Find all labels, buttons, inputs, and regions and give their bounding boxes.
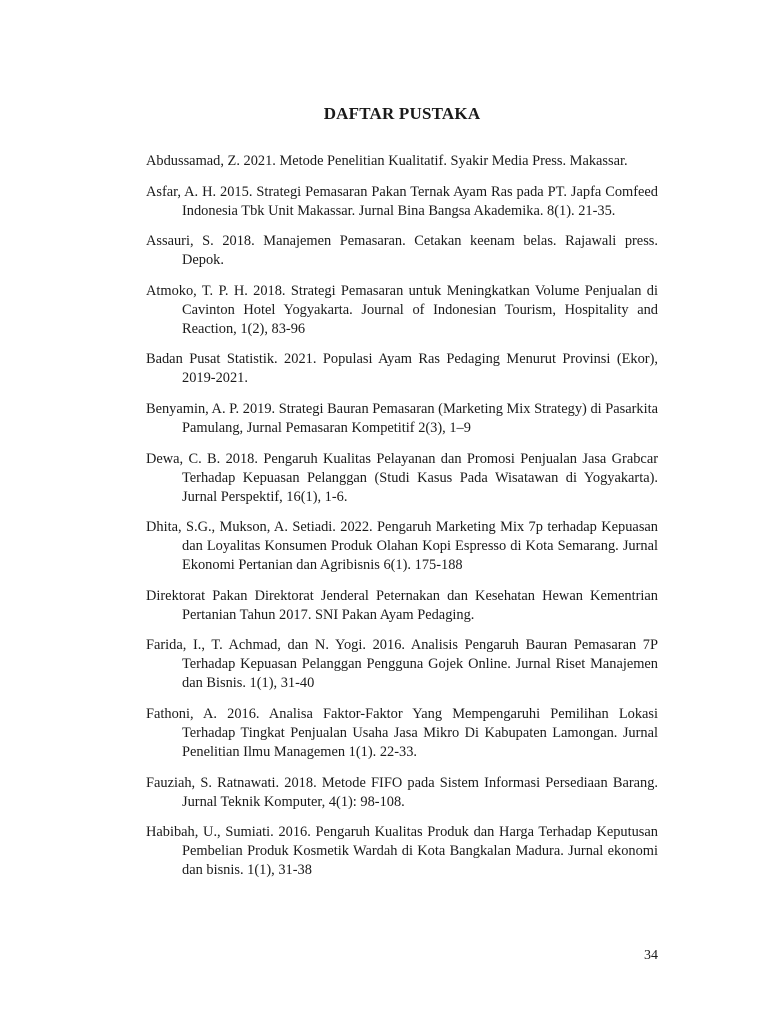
reference-list [146, 152, 658, 892]
page-number: 34 [644, 948, 658, 963]
reference-entry: Badan Pusat Statistik. 2021. Populasi Ayam Ras Pedaging Menurut Provinsi (Ekor), 2019-2021. [146, 351, 658, 387]
reference-entry: Direktorat Pakan Direktorat Jenderal Peternakan dan Kesehatan Hewan Kementrian Pertanian Tahun 2017. SNI Pakan Ayam Pedaging. [146, 587, 658, 623]
reference-entry: Asfar, A. H. 2015. Strategi Pemasaran Pakan Ternak Ayam Ras pada PT. Japfa Comfeed Indonesia Tbk Unit Makassar. Jurnal Bina Bangsa Akademika. 8(1). 21-35. [146, 183, 658, 219]
reference-entry: Assauri, S. 2018. Manajemen Pemasaran. Cetakan keenam belas. Rajawali press. Depok. [146, 233, 658, 269]
reference-entry: Abdussamad, Z. 2021. Metode Penelitian Kualitatif. Syakir Media Press. Makassar. [146, 153, 628, 169]
reference-entry: Habibah, U., Sumiati. 2016. Pengaruh Kualitas Produk dan Harga Terhadap Keputusan Pembelian Produk Kosmetik Wardah di Kota Bangkalan Madura. Jurnal ekonomi dan bisnis. 1(1), 31-38 [146, 824, 658, 879]
page-title: DAFTAR PUSTAKA [323, 104, 481, 123]
reference-entry: Fathoni, A. 2016. Analisa Faktor-Faktor Yang Mempengaruhi Pemilihan Lokasi Terhadap Tingkat Penjualan Usaha Jasa Mikro Di Kabupaten Lamongan. Jurnal Penelitian Ilmu Managemen 1(1). 22-33. [146, 705, 658, 760]
reference-entry: Farida, I., T. Achmad, dan N. Yogi. 2016. Analisis Pengaruh Bauran Pemasaran 7P Terhadap Kepuasan Pelanggan Pengguna Gojek Online. Jurnal Riset Manajemen dan Bisnis. 1(1), 31-40 [146, 637, 658, 692]
reference-entry: Benyamin, A. P. 2019. Strategi Bauran Pemasaran (Marketing Mix Strategy) di Pasarkita Pamulang, Jurnal Pemasaran Kompetitif 2(3), 1–9 [146, 400, 658, 436]
reference-entry: Dhita, S.G., Mukson, A. Setiadi. 2022. Pengaruh Marketing Mix 7p terhadap Kepuasan dan Loyalitas Konsumen Produk Olahan Kopi Espresso di Kota Semarang. Jurnal Ekonomi Pertanian dan Agribisnis 6(1). 175-188 [146, 519, 658, 574]
reference-entry: Atmoko, T. P. H. 2018. Strategi Pemasaran untuk Meningkatkan Volume Penjualan di Cavinton Hotel Yogyakarta. Journal of Indonesian Tourism, Hospitality and Reaction, 1(2), 83-96 [146, 282, 658, 337]
reference-entry: Dewa, C. B. 2018. Pengaruh Kualitas Pelayanan dan Promosi Penjualan Jasa Grabcar Terhadap Kepuasan Pelanggan (Studi Kasus Pada Wisatawan di Yogyakarta). Jurnal Perspektif, 16(1), 1-6. [146, 450, 658, 505]
reference-entry: Fauziah, S. Ratnawati. 2018. Metode FIFO pada Sistem Informasi Persediaan Barang. Jurnal Teknik Komputer, 4(1): 98-108. [146, 774, 658, 810]
